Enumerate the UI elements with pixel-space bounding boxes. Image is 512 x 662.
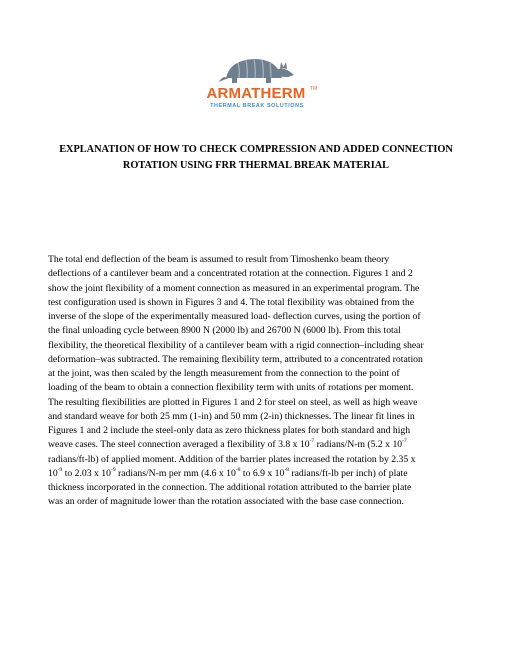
document-title: [40, 142, 472, 174]
logo-trademark: TM: [310, 86, 318, 92]
title-line: ROTATION USING FRR THERMAL BREAK MATERIAL: [122, 160, 390, 171]
body-line: the final unloading cycle between 8900 N (2000 lb) and 26700 N (6000 lb). From this total: [48, 325, 401, 337]
body-line: was an order of magnitude lower than the rotation associated with the base case connection.: [48, 496, 404, 508]
body-line: weave cases. The steel connection averaged a flexibility of 3.8 x $10^{-7}$ radians/N-m (5.2 x $10^{-7}$: [48, 438, 407, 451]
body-line: at the joint, was then scaled by the length measurement from the connection to the point of: [48, 368, 400, 379]
body-line: Figures 1 and 2 include the steel-only data as zero thickness plates for both standard and high: [48, 425, 411, 436]
logo-wordmark: ARMATHERM: [206, 85, 306, 102]
body-line: inverse of the slope of the experimentally measured load- deflection curves, using the portion of: [48, 311, 421, 322]
body-line: thickness incorporated in the connection. The additional rotation attributed to the barrier plate: [48, 482, 412, 493]
body-line: radians/ft-lb) of applied moment. Addition of the barrier plates increased the rotation by 2.35 x: [48, 453, 416, 465]
body-line: loading of the beam to obtain a connection flexibility term with units of rotations per moment.: [48, 382, 414, 394]
body-line: $10^{-9}$ to 2.03 x $10^{-9}$ radians/N-m per mm (4.6 x $10^{-8}$ to 6.9 x $10^{-8}$ radians/ft-lb per inch) of plate: [48, 466, 408, 479]
body-line: test configuration used is shown in Figures 3 and 4. The total flexibility was obtained from the: [48, 296, 415, 308]
company-logo: [200, 55, 318, 111]
body-line: deformation–was subtracted. The remaining flexibility term, attributed to a concentrated rotation: [48, 353, 423, 365]
body-paragraph: [48, 253, 468, 510]
title-line: EXPLANATION OF HOW TO CHECK COMPRESSION AND ADDED CONNECTION: [59, 144, 453, 155]
body-line: deflections of a cantilever beam and a concentrated rotation at the connection. Figures 1 and 2: [48, 268, 413, 280]
body-line: The resulting flexibilities are plotted in Figures 1 and 2 for steel on steel, as well as high weave: [48, 396, 418, 408]
body-line: The total end deflection of the beam is assumed to result from Timoshenko beam theory: [48, 254, 390, 265]
logo-tagline: THERMAL BREAK SOLUTIONS: [210, 103, 304, 109]
body-line: flexibility, the theoretical flexibility of a cantilever beam with a rigid connection–including shear: [48, 339, 424, 351]
body-line: show the joint flexibility of a moment connection as measured in an experimental program. The: [48, 282, 420, 294]
armadillo-icon: [218, 55, 296, 85]
body-line: and standard weave for both 25 mm (1-in) and 50 mm (2-in) thicknesses. The linear fit lines in: [48, 410, 415, 422]
